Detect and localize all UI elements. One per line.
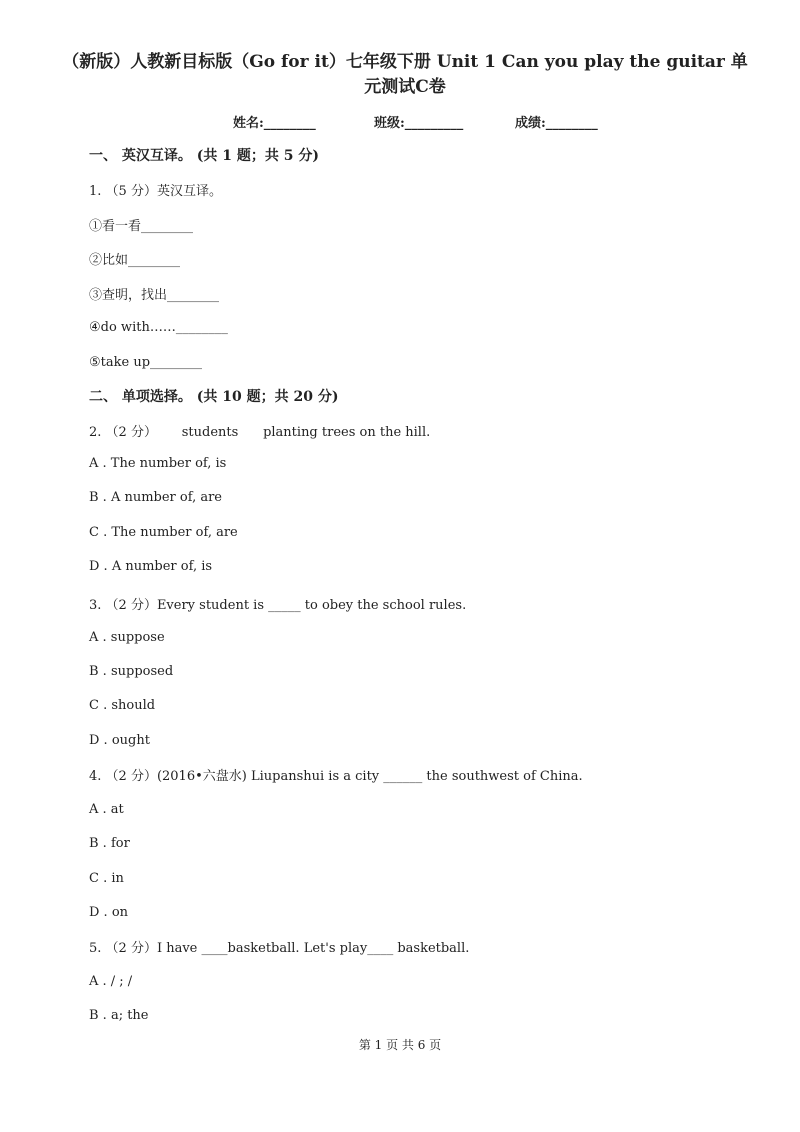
class-field: 班级:_________ [374,116,464,131]
answer-option: A . / ; / [89,974,133,989]
question-stem: 4. （2 分）(2016•六盘水) Liupanshui is a city ______ the southwest of China. [89,769,583,784]
name-field: 姓名:________ [233,116,316,131]
answer-option: D . ought [89,733,150,748]
answer-option: B . supposed [89,664,174,679]
question-stem: 3. （2 分）Every student is _____ to obey the school rules. [89,598,467,613]
answer-option: A . at [89,802,124,817]
answer-option: A . The number of, is [89,456,227,471]
section-heading: 二、 单项选择。 (共 10 题；共 20 分) [89,389,339,405]
answer-option: B . for [89,836,130,851]
question-stem: 1. （5 分）英汉互译。 [89,184,222,199]
page-footer: 第 1 页 共 6 页 [358,1038,442,1052]
question-item: ③查明，找出________ [89,288,220,303]
question-item: ①看一看________ [89,219,194,234]
question-item: ④do with……________ [89,320,228,335]
score-field: 成绩:________ [515,116,598,131]
answer-option: C . The number of, are [89,525,238,540]
document-title: （新版）人教新目标版（Go for it）七年级下册 Unit 1 Can you play the guitar 单元测试C卷 [62,52,748,97]
answer-option: C . in [89,871,124,886]
answer-option: D . A number of, is [89,559,213,574]
section-heading: 一、 英汉互译。 (共 1 题；共 5 分) [89,148,319,164]
answer-option: A . suppose [89,630,165,645]
question-item: ⑤take up________ [89,355,203,370]
answer-option: B . A number of, are [89,490,223,505]
answer-option: D . on [89,905,129,920]
answer-option: B . a; the [89,1008,149,1023]
question-stem: 2. （2 分） students planting trees on the hill. [89,425,431,440]
answer-option: C . should [89,698,156,713]
question-stem: 5. （2 分）I have ____basketball. Let's play____ basketball. [89,941,470,956]
question-item: ②比如________ [89,253,181,268]
